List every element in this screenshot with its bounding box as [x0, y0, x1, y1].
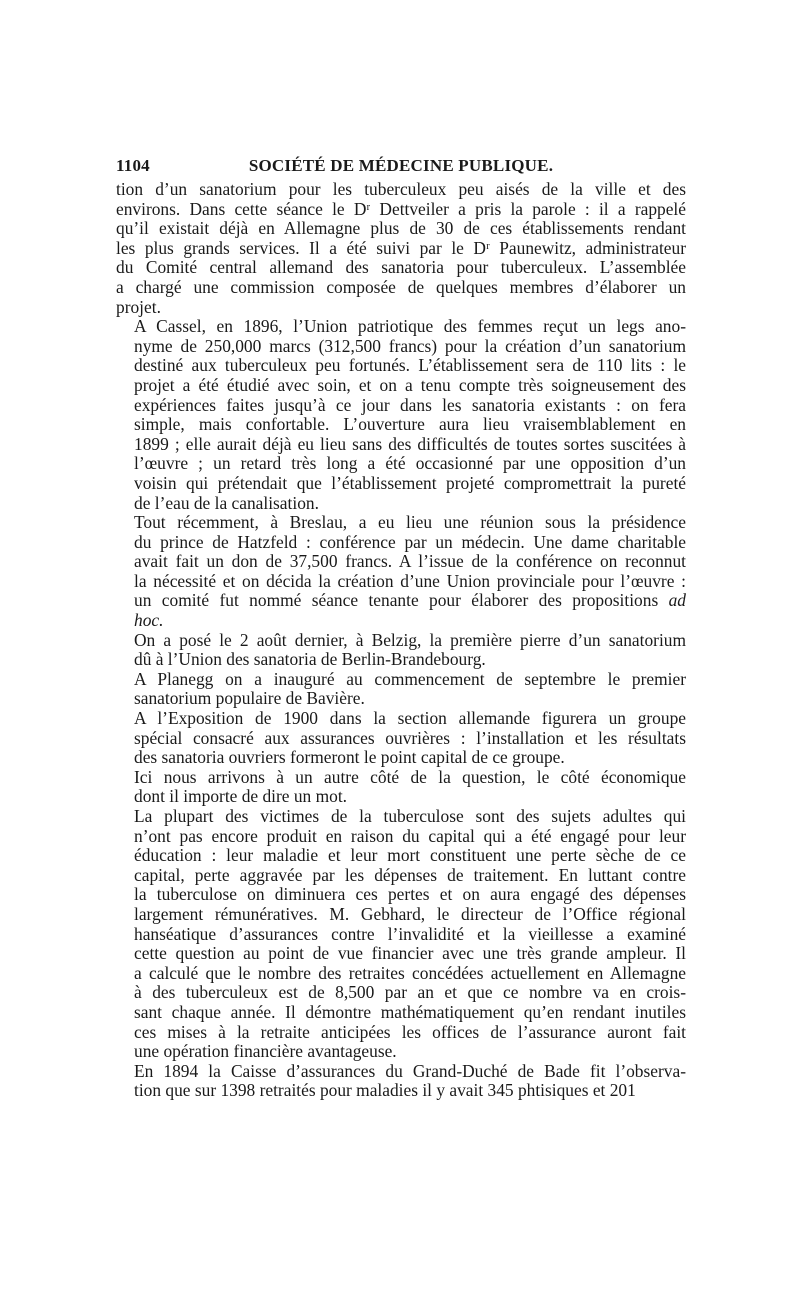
- paragraph: [116, 768, 686, 807]
- text-line: hoc.: [134, 610, 164, 631]
- paragraph: [116, 317, 686, 513]
- text-line: A Cassel, en 1896, l’Union patriotique des femmes reçut un legs ano-: [134, 316, 686, 337]
- text-line: Ici nous arrivons à un autre côté de la question, le côté économique: [134, 766, 686, 787]
- text-line: dû à l’Union des sanatoria de Berlin-Brandebourg.: [134, 649, 486, 670]
- text-line: sanatorium populaire de Bavière.: [134, 688, 365, 709]
- text-line: projet.: [116, 296, 161, 317]
- text-line: tion d’un sanatorium pour les tuberculeux peu aisés de la ville et des: [116, 179, 686, 199]
- text-line: environs. Dans cette séance le Dʳ Dettveiler a pris la parole : il a rappelé: [116, 198, 686, 219]
- text-line: tion que sur 1398 retraités pour maladies il y avait 345 phtisiques et 201: [134, 1080, 636, 1101]
- paragraph: [116, 1062, 686, 1101]
- text-line: du prince de Hatzfeld : conférence par un médecin. Une dame charitable: [134, 531, 686, 552]
- text-line: une opération financière avantageuse.: [134, 1041, 397, 1062]
- page-number: 1104: [116, 156, 150, 175]
- paragraph: [116, 631, 686, 670]
- text-line: la tuberculose on diminuera ces pertes et on aura engagé des dépenses: [134, 884, 686, 905]
- text-line: de l’eau de la canalisation.: [134, 492, 319, 513]
- text-line: On a posé le 2 août dernier, à Belzig, la première pierre d’un sanatorium: [134, 629, 686, 650]
- text-line: A Planegg on a inauguré au commencement de septembre le premier: [134, 668, 686, 689]
- paragraph: [116, 180, 686, 317]
- text-line: n’ont pas encore produit en raison du capital qui a été engagé pour leur: [134, 825, 686, 846]
- paragraph: [116, 709, 686, 768]
- text-line: Tout récemment, à Breslau, a eu lieu une réunion sous la présidence: [134, 512, 686, 533]
- text-line: sant chaque année. Il démontre mathématiquement qu’en rendant inutiles: [134, 1001, 686, 1022]
- text-line: avait fait un don de 37,500 francs. A l’issue de la conférence on reconnut: [134, 551, 686, 572]
- text-line: à des tuberculeux est de 8,500 par an et que ce nombre va en crois-: [134, 982, 686, 1003]
- text-line: éducation : leur maladie et leur mort constituent une perte sèche de ce: [134, 845, 686, 866]
- text-line: cette question au point de vue financier avec une très grande ampleur. Il: [134, 943, 686, 964]
- text-line: des sanatoria ouvriers formeront le point capital de ce groupe.: [134, 747, 565, 768]
- text-line: du Comité central allemand des sanatoria pour tuberculeux. L’assemblée: [116, 257, 686, 278]
- text-line: la nécessité et on décida la création d’une Union provinciale pour l’œuvre :: [134, 570, 686, 591]
- text-line: A l’Exposition de 1900 dans la section allemande figurera un groupe: [134, 708, 686, 729]
- text-line: hanséatique d’assurances contre l’invalidité et la vieillesse a examiné: [134, 923, 686, 944]
- text-line: dont il importe de dire un mot.: [134, 786, 348, 807]
- text-line: un comité fut nommé séance tenante pour élaborer des propositions ad: [134, 590, 686, 611]
- text-line: ces mises à la retraite anticipées les offices de l’assurance auront fait: [134, 1021, 686, 1042]
- text-line: capital, perte aggravée par les dépenses de traitement. En luttant contre: [134, 864, 686, 885]
- text-line: largement rémunératives. M. Gebhard, le directeur de l’Office régional: [134, 903, 686, 924]
- body-text: [116, 180, 686, 1101]
- text-line: a calculé que le nombre des retraites concédées actuellement en Allemagne: [134, 962, 686, 983]
- text-line: voisin qui prétendait que l’établissement projeté compromettrait la pureté: [134, 472, 686, 493]
- text-line: En 1894 la Caisse d’assurances du Grand-Duché de Bade fit l’observa-: [134, 1060, 686, 1081]
- text-line: La plupart des victimes de la tuberculose sont des sujets adultes qui: [134, 806, 686, 826]
- text-line: spécial consacré aux assurances ouvrières : l’installation et les résultats: [134, 727, 686, 748]
- text-line: destiné aux tuberculeux peu fortunés. L’établissement sera de 110 lits : le: [134, 355, 686, 376]
- text-line: nyme de 250,000 marcs (312,500 francs) pour la création d’un sanatorium: [134, 335, 686, 356]
- paragraph: [116, 670, 686, 709]
- text-line: qu’il existait déjà en Allemagne plus de 30 de ces établissements rendant: [116, 218, 686, 239]
- text-line: a chargé une commission composée de quelques membres d’élaborer un: [116, 276, 686, 297]
- paragraph: [116, 807, 686, 1062]
- running-header: [116, 150, 686, 180]
- paragraph: [116, 513, 686, 631]
- running-title: SOCIÉTÉ DE MÉDECINE PUBLIQUE.: [248, 156, 554, 175]
- text-line: simple, mais confortable. L’ouverture aura lieu vraisemblablement en: [134, 414, 686, 435]
- text-line: projet a été étudié avec soin, et on a tenu compte très soigneusement des: [134, 374, 686, 395]
- text-line: l’œuvre ; un retard très long a été occasionné par une opposition d’un: [134, 453, 686, 474]
- text-line: les plus grands services. Il a été suivi par le Dʳ Paunewitz, administrateur: [116, 237, 686, 258]
- text-line: 1899 ; elle aurait déjà eu lieu sans des difficultés de toutes sortes suscitées à: [134, 433, 686, 454]
- text-line: expériences faites jusqu’à ce jour dans les sanatoria existants : on fera: [134, 394, 686, 415]
- book-page: [116, 150, 686, 1101]
